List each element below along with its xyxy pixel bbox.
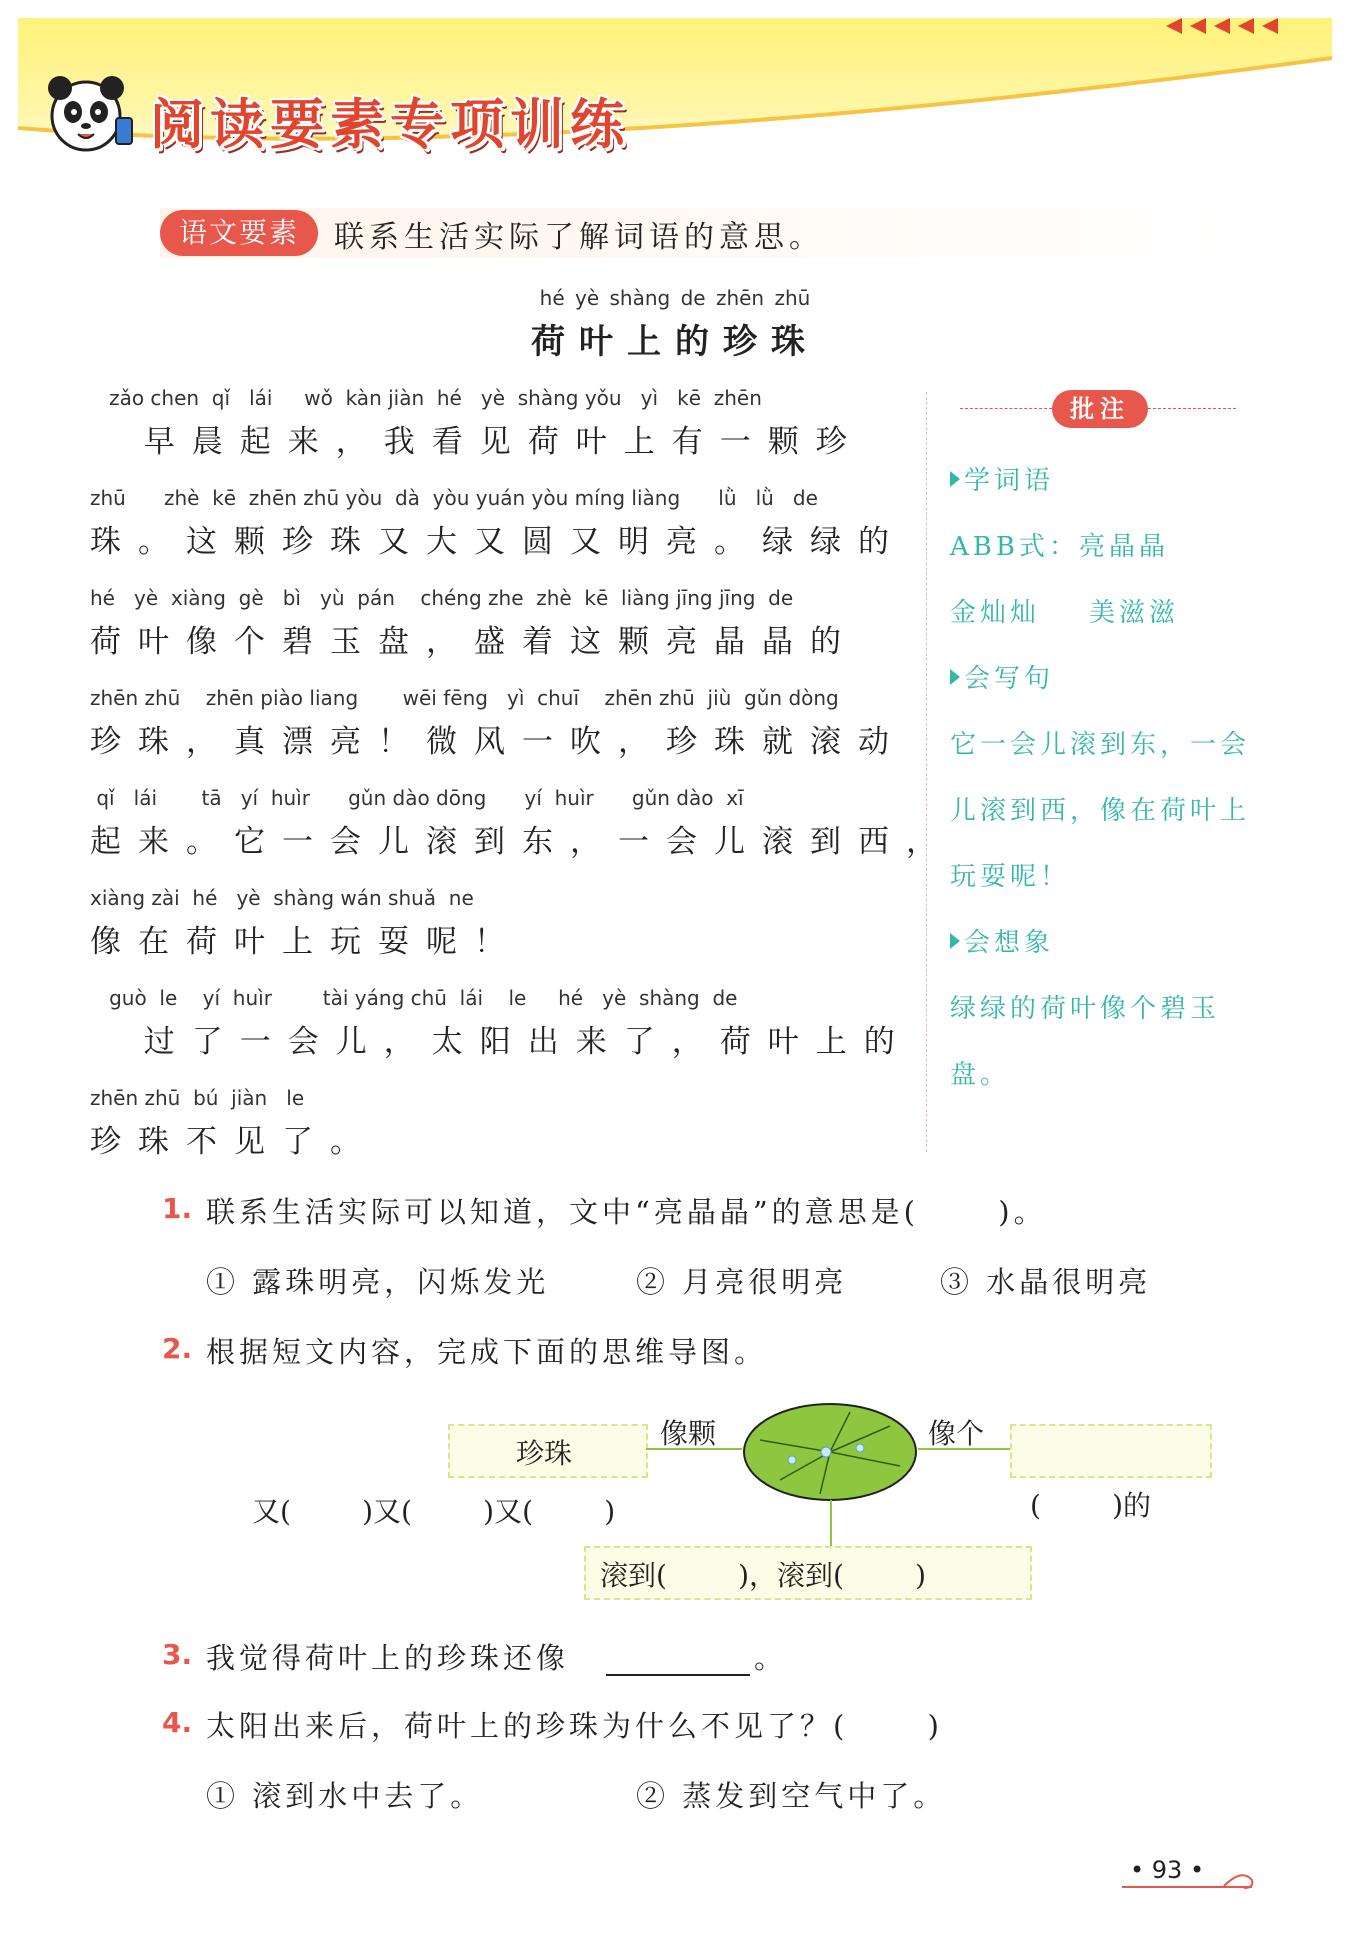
page-swirl-icon	[1222, 1866, 1256, 1894]
mindmap-label-like-a: 像个	[928, 1417, 985, 1450]
annotation-text: 绿绿的荷叶像个碧玉	[950, 994, 1221, 1024]
arrow-deco-icon	[1190, 18, 1206, 34]
annotation-text: 玩耍呢！	[950, 862, 1071, 892]
mindmap-box-blank[interactable]	[1010, 1424, 1212, 1478]
passage-title: 荷叶上的珍珠	[531, 322, 819, 362]
triangle-bullet-icon	[950, 669, 960, 685]
passage-text-line: 荷叶像个碧玉盘，盛着这颗亮晶晶的	[90, 624, 858, 660]
passage-text-line: 起来。它一会儿滚到东，一会儿滚到西，	[90, 824, 954, 860]
passage-pinyin-line: hé yè xiàng gè bì yù pán chéng zhe zhè kē liàng jīng jīng de	[90, 586, 794, 610]
arrow-deco-icon	[1166, 18, 1182, 34]
question-number: 1.	[162, 1192, 193, 1225]
lotus-leaf-icon	[740, 1400, 920, 1504]
passage-title-pinyin: hé yè shàng de zhēn zhū	[539, 286, 811, 310]
passage-text-line: 过了一会儿，太阳出来了，荷叶上的	[90, 1024, 912, 1060]
mindmap-connector	[830, 1500, 832, 1546]
answer-option[interactable]: ① 露珠明亮，闪烁发光	[206, 1265, 550, 1299]
annotation-rule	[960, 408, 1052, 409]
annotation-heading	[950, 922, 1280, 959]
annotation-text: ABB式：亮晶晶	[950, 532, 1169, 562]
answer-option[interactable]: ② 蒸发到空气中了。	[636, 1779, 947, 1813]
passage-pinyin-line: qǐ lái tā yí huìr gǔn dào dōng yí huìr gǔn dào xī	[90, 786, 744, 810]
question-number: 3.	[162, 1638, 193, 1671]
question-end-punctuation: 。	[754, 1641, 788, 1675]
annotation-heading-label: 会写句	[964, 664, 1055, 694]
page-title: 阅读要素专项训练	[150, 93, 630, 156]
reading-element-text: 联系生活实际了解词语的意思。	[334, 220, 824, 255]
passage-text-line: 像在荷叶上玩耍呢！	[90, 924, 522, 960]
annotation-heading-label: 会想象	[964, 928, 1055, 958]
column-divider	[926, 392, 927, 1152]
annotation-heading-label: 学词语	[964, 466, 1055, 496]
passage-pinyin-line: zǎo chen qǐ lái wǒ kàn jiàn hé yè shàng yǒu yì kē zhēn	[90, 386, 762, 410]
passage-text-line: 早晨起来，我看见荷叶上有一颗珍	[90, 424, 864, 460]
page-number: • 93 •	[1130, 1856, 1205, 1884]
answer-option[interactable]: ② 月亮很明亮	[636, 1265, 848, 1299]
passage-pinyin-line: zhēn zhū zhēn piào liang wēi fēng yì chuī zhēn zhū jiù gǔn dòng	[90, 686, 839, 710]
mindmap-blank-adjectives[interactable]: 又( )又( )又( )	[252, 1495, 616, 1528]
arrow-deco-icon	[1262, 18, 1278, 34]
passage-pinyin-line: zhēn zhū bú jiàn le	[90, 1086, 305, 1110]
question-number: 4.	[162, 1706, 193, 1739]
answer-option[interactable]: ① 滚到水中去了。	[206, 1779, 484, 1813]
annotation-heading	[950, 658, 1280, 695]
mindmap-pearl-label: 珍珠	[516, 1437, 573, 1470]
annotation-title: 批注	[1052, 390, 1148, 428]
answer-blank-line[interactable]	[606, 1674, 750, 1676]
passage-pinyin-line: xiàng zài hé yè shàng wán shuǎ ne	[90, 886, 474, 910]
answer-option[interactable]: ③ 水晶很明亮	[940, 1265, 1152, 1299]
triangle-bullet-icon	[950, 471, 960, 487]
arrow-deco-icon	[1214, 18, 1230, 34]
passage-pinyin-line: guò le yí huìr tài yáng chū lái le hé yè shàng de	[90, 986, 738, 1010]
question-text: 太阳出来后，荷叶上的珍珠为什么不见了？( )	[206, 1709, 943, 1743]
annotation-text: 金灿灿 美滋滋	[950, 598, 1180, 628]
question-text: 根据短文内容，完成下面的思维导图。	[206, 1335, 768, 1369]
annotation-text: 儿滚到西，像在荷叶上	[950, 796, 1251, 826]
annotation-text: 盘。	[950, 1060, 1011, 1090]
annotation-heading	[950, 460, 1280, 497]
passage-text-line: 珠。这颗珍珠又大又圆又明亮。绿绿的	[90, 524, 906, 560]
question-number: 2.	[162, 1332, 193, 1365]
mindmap-label-like-bead: 像颗	[660, 1417, 717, 1450]
panda-mascot-icon	[36, 66, 136, 162]
mindmap-blank-right[interactable]: ( )的	[1030, 1489, 1152, 1522]
arrow-deco-icon	[1238, 18, 1254, 34]
passage-pinyin-line: zhū zhè kē zhēn zhū yòu dà yòu yuán yòu míng liàng lǜ lǜ de	[90, 486, 818, 510]
question-text: 我觉得荷叶上的珍珠还像	[206, 1641, 570, 1675]
question-text: 联系生活实际可以知道，文中“亮晶晶”的意思是( )。	[206, 1195, 1047, 1229]
triangle-bullet-icon	[950, 933, 960, 949]
passage-text-line: 珍珠不见了。	[90, 1124, 378, 1160]
annotation-text: 它一会儿滚到东，一会	[950, 730, 1251, 760]
annotation-rule	[1148, 408, 1236, 409]
reading-element-tag: 语文要素	[160, 210, 318, 256]
passage-text-line: 珍珠，真漂亮！微风一吹，珍珠就滚动	[90, 724, 906, 760]
mindmap-blank-roll[interactable]: 滚到( )，滚到( )	[600, 1559, 927, 1592]
